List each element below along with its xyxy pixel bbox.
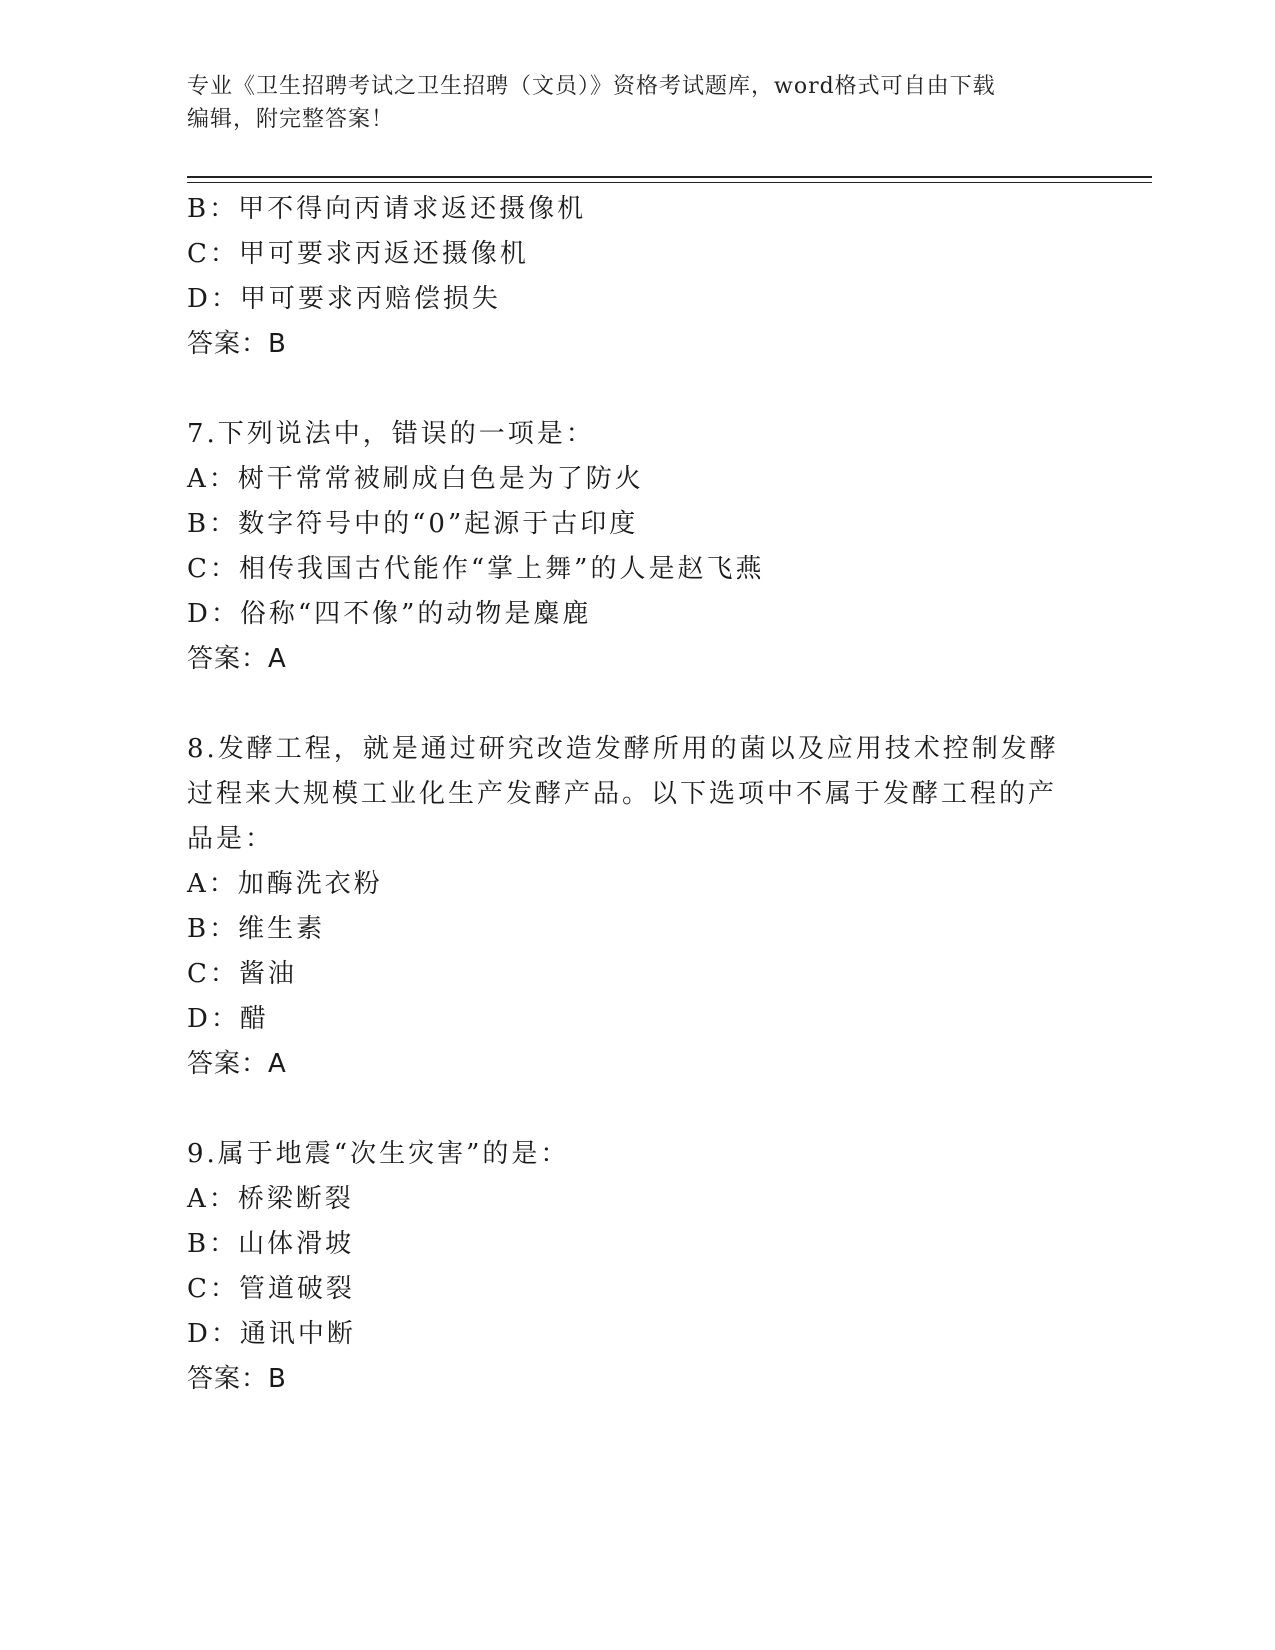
q8-option-c: C：酱油 (187, 959, 297, 989)
q8-question-line-3: 品是： (187, 824, 275, 854)
document-header (187, 70, 1067, 136)
q6-option-b: B：甲不得向丙请求返还摄像机 (187, 194, 587, 224)
q7-option-b: B：数字符号中的“0”起源于古印度 (187, 509, 639, 539)
q9-option-c: C：管道破裂 (187, 1274, 355, 1304)
q9-answer: 答案：B (187, 1364, 287, 1394)
q6-option-c: C：甲可要求丙返还摄像机 (187, 239, 529, 269)
q6-option-d: D：甲可要求丙赔偿损失 (187, 284, 501, 314)
q8-question-line-2: 过程来大规模工业化生产发酵产品。以下选项中不属于发酵工程的产 (187, 779, 1058, 809)
q7-answer: 答案：A (187, 644, 287, 674)
q9-option-a: A：桥梁断裂 (187, 1184, 354, 1214)
q9-option-d: D：通讯中断 (187, 1319, 356, 1349)
q7-option-a: A：树干常常被刷成白色是为了防火 (187, 464, 644, 494)
q8-option-d: D：醋 (187, 1004, 269, 1034)
header-line-1: 专业《卫生招聘考试之卫生招聘（文员）》资格考试题库，word格式可自由下载 (187, 74, 996, 99)
header-divider-thin (187, 182, 1152, 183)
q7-option-c: C：相传我国古代能作“掌上舞”的人是赵飞燕 (187, 554, 765, 584)
q8-question-line-1: 8.发酵工程，就是通过研究改造发酵所用的菌以及应用技术控制发酵 (187, 734, 1059, 764)
header-line-2: 编辑，附完整答案！ (187, 107, 395, 132)
q8-option-a: A：加酶洗衣粉 (187, 869, 383, 899)
header-divider-thick (187, 176, 1152, 178)
q7-question: 7.下列说法中，错误的一项是： (187, 419, 595, 449)
q9-question: 9.属于地震“次生灾害”的是： (187, 1139, 570, 1169)
q7-option-d: D：俗称“四不像”的动物是麋鹿 (187, 599, 592, 629)
q9-option-b: B：山体滑坡 (187, 1229, 355, 1259)
q8-option-b: B：维生素 (187, 914, 326, 944)
q6-answer: 答案：B (187, 329, 287, 359)
q8-answer: 答案：A (187, 1049, 287, 1079)
